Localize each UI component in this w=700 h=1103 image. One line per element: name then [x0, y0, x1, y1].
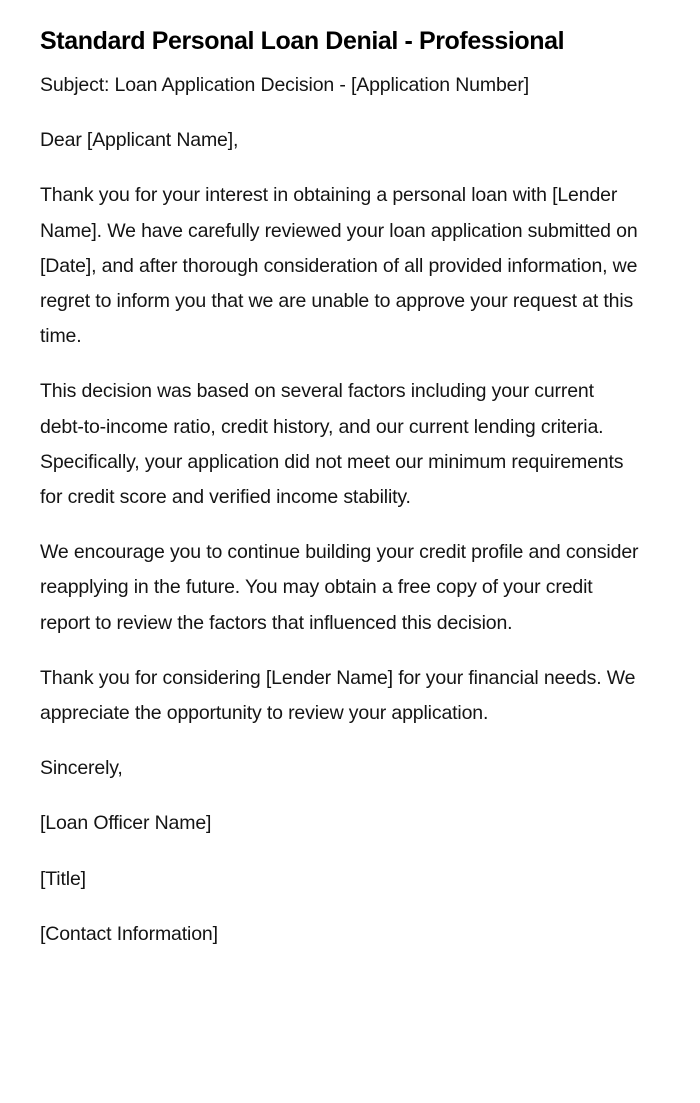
- subject-line: Subject: Loan Application Decision - [Application Number]: [40, 74, 529, 96]
- body-paragraph-encouragement: We encourage you to continue building your credit profile and consider reapplying in the future. You may obtain a free copy of your credit report to review the factors that influenced this decision.: [40, 541, 639, 634]
- body-paragraph-reasons: This decision was based on several factors including your current debt-to-income ratio, credit history, and our current lending criteria. Specifically, your application did not meet our minimum requirements for credit score and verified income stability.: [40, 380, 624, 509]
- signature-contact: [Contact Information]: [40, 922, 218, 945]
- document-title: Standard Personal Loan Denial - Professional: [40, 27, 565, 55]
- closing: Sincerely,: [40, 757, 123, 780]
- signature-title: [Title]: [40, 867, 86, 890]
- salutation: Dear [Applicant Name],: [40, 129, 239, 152]
- body-paragraph-intro: Thank you for your interest in obtaining a personal loan with [Lender Name]. We have carefully reviewed your loan application submitted on [Date], and after thorough consideration of all provided information, we regret to inform you that we are unable to approve your request at this time.: [40, 184, 638, 348]
- body-paragraph-thanks: Thank you for considering [Lender Name] for your financial needs. We appreciate the opportunity to review your application.: [40, 666, 636, 725]
- signature-name: [Loan Officer Name]: [40, 812, 212, 835]
